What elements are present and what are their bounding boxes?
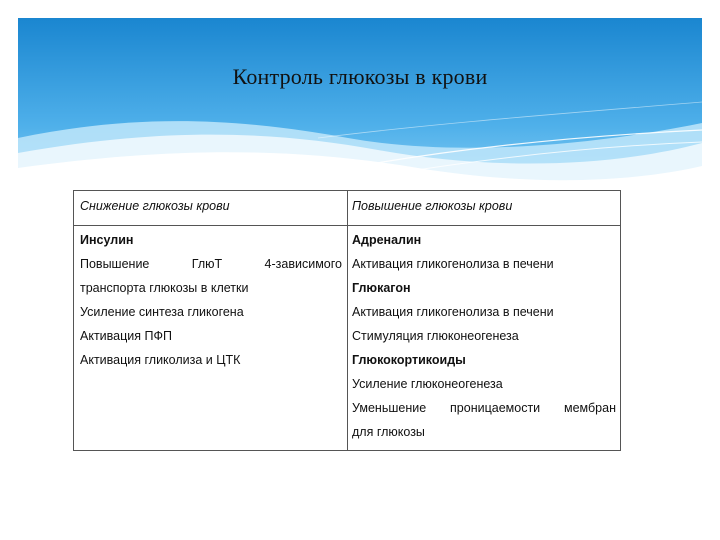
- glucagon-effect-2: Стимуляция глюконеогенеза: [352, 329, 519, 343]
- insulin-effect-4: Активация гликолиза и ЦТК: [80, 353, 241, 367]
- insulin-effect-3: Активация ПФП: [80, 329, 172, 343]
- glucocorticoids-effect-1: Усиление глюконеогенеза: [352, 377, 503, 391]
- insulin-effect-1: [80, 257, 342, 271]
- hormone-glucocorticoids: Глюкокортикоиды: [352, 353, 466, 367]
- glucocorticoids-effect-2: [352, 401, 616, 415]
- adrenaline-effect: Активация гликогенолиза в печени: [352, 257, 554, 271]
- header-increase: Повышение глюкозы крови: [352, 199, 513, 213]
- slide-title: Контроль глюкозы в крови: [232, 64, 488, 89]
- insulin-effect-1-a: Повышение: [80, 257, 150, 271]
- glucocorticoids-effect-2-cont: для глюкозы: [352, 425, 425, 439]
- hormone-insulin: Инсулин: [80, 233, 134, 247]
- glucagon-effect-1: Активация гликогенолиза в печени: [352, 305, 554, 319]
- header-divider: [74, 225, 620, 226]
- insulin-effect-1-b: ГлюТ: [191, 257, 223, 271]
- glucocorticoids-effect-2-b: проницаемости: [450, 401, 541, 415]
- insulin-effect-2: Усиление синтеза гликогена: [80, 305, 244, 319]
- insulin-effect-1-c: 4-зависимого: [264, 257, 342, 271]
- hormone-adrenaline: Адреналин: [352, 233, 422, 247]
- column-divider: [347, 191, 348, 450]
- glucocorticoids-effect-2-a: Уменьшение: [352, 401, 427, 415]
- insulin-effect-1-cont: транспорта глюкозы в клетки: [80, 281, 249, 295]
- glucocorticoids-effect-2-c: мембран: [564, 401, 616, 415]
- header-background: [18, 18, 702, 198]
- glucose-control-table: [73, 190, 621, 451]
- hormone-glucagon: Глюкагон: [352, 281, 411, 295]
- header-decrease: Снижение глюкозы крови: [80, 199, 230, 213]
